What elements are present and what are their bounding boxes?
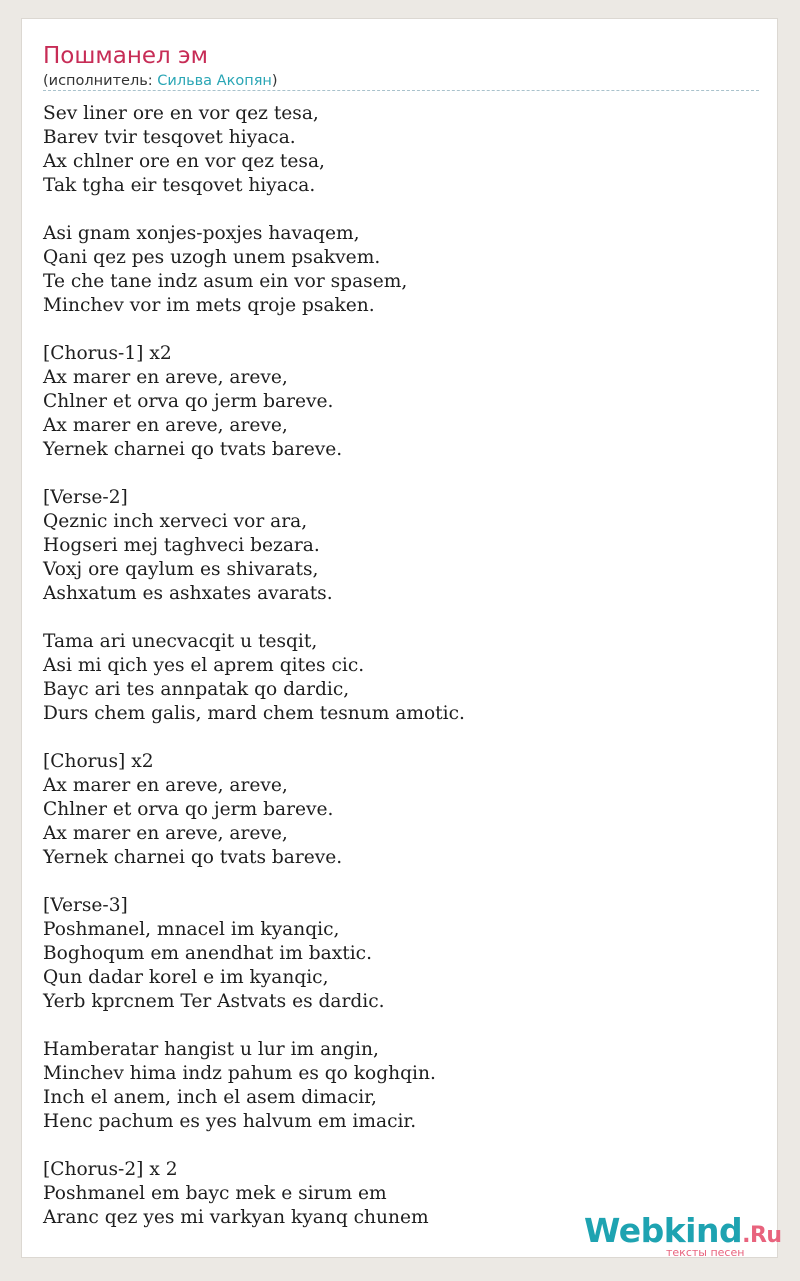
lyric-line: Hogseri mej taghveci bezara. <box>43 535 320 556</box>
lyric-line: Qeznic inch xerveci vor ara, <box>43 511 308 532</box>
stanza-break <box>43 1014 759 1038</box>
artist-line <box>43 71 278 91</box>
lyric-line: Hamberatar hangist u lur im angin, <box>43 1039 379 1060</box>
lyric-line: Qun dadar korel e im kyanqic, <box>43 967 329 988</box>
stanza-break <box>43 606 759 630</box>
lyric-line: Yerb kprcnem Ter Astvats es dardic. <box>43 991 385 1012</box>
lyric-line: Minchev vor im mets qroje psaken. <box>43 295 375 316</box>
lyric-line: Sev liner ore en vor qez tesa, <box>43 103 319 124</box>
lyric-line: Yernek charnei qo tvats bareve. <box>43 439 343 460</box>
lyric-line: Boghoqum em anendhat im baxtic. <box>43 943 372 964</box>
lyric-line: Tama ari unecvacqit u tesqit, <box>43 631 318 652</box>
stanza-break <box>43 1134 759 1158</box>
lyric-line: Asi mi qich yes el aprem qites cic. <box>43 655 365 676</box>
lyric-line: Minchev hima indz pahum es qo koghqin. <box>43 1063 436 1084</box>
lyric-line: Chlner et orva qo jerm bareve. <box>43 391 334 412</box>
lyric-line: Poshmanel, mnacel im kyanqic, <box>43 919 340 940</box>
lyric-line: Aranc qez yes mi varkyan kyanq chunem <box>43 1207 429 1228</box>
title-divider <box>43 90 759 91</box>
webkind-logo[interactable] <box>582 1211 782 1261</box>
lyric-line: Voxj ore qaylum es shivarats, <box>43 559 319 580</box>
lyric-line: [Verse-2] <box>43 487 128 508</box>
lyrics-text <box>43 102 759 1230</box>
lyric-line: Asi gnam xonjes-poxjes havaqem, <box>43 223 360 244</box>
artist-suffix: ) <box>271 73 278 89</box>
song-title: Пошманел эм <box>43 43 209 69</box>
lyric-line: Te che tane indz asum ein vor spasem, <box>43 271 408 292</box>
artist-link[interactable]: Сильва Акопян <box>157 73 272 89</box>
lyric-line: Ax marer en areve, areve, <box>43 415 288 436</box>
logo-tagline: тексты песен <box>666 1246 745 1259</box>
lyric-line: Ashxatum es ashxates avarats. <box>43 583 333 604</box>
lyric-line: Yernek charnei qo tvats bareve. <box>43 847 343 868</box>
lyrics-card <box>21 18 782 1259</box>
lyric-line: [Chorus] x2 <box>43 751 154 772</box>
logo-tld: .Ru <box>742 1223 782 1248</box>
lyric-line: Chlner et orva qo jerm bareve. <box>43 799 334 820</box>
lyric-line: [Verse-3] <box>43 895 128 916</box>
lyric-line: Ax marer en areve, areve, <box>43 775 288 796</box>
lyric-line: Bayc ari tes annpatak qo dardic, <box>43 679 350 700</box>
stanza-break <box>43 870 759 894</box>
artist-prefix: (исполнитель: <box>43 73 158 89</box>
stanza-break <box>43 198 759 222</box>
lyric-line: Ax marer en areve, areve, <box>43 823 288 844</box>
stanza-break <box>43 726 759 750</box>
lyric-line: Poshmanel em bayc mek e sirum em <box>43 1183 387 1204</box>
lyric-line: Tak tgha eir tesqovet hiyaca. <box>43 175 316 196</box>
lyric-line: Ax marer en areve, areve, <box>43 367 288 388</box>
lyric-line: [Chorus-1] x2 <box>43 343 172 364</box>
lyric-line: Barev tvir tesqovet hiyaca. <box>43 127 296 148</box>
lyric-line: Qani qez pes uzogh unem psakvem. <box>43 247 381 268</box>
lyric-line: Ax chlner ore en vor qez tesa, <box>43 151 325 172</box>
logo-name: Webkind <box>584 1211 743 1250</box>
lyric-line: [Chorus-2] x 2 <box>43 1159 178 1180</box>
lyric-line: Henc pachum es yes halvum em imacir. <box>43 1111 417 1132</box>
lyric-line: Inch el anem, inch el asem dimacir, <box>43 1087 377 1108</box>
stanza-break <box>43 462 759 486</box>
lyric-line: Durs chem galis, mard chem tesnum amotic. <box>43 703 465 724</box>
stanza-break <box>43 318 759 342</box>
